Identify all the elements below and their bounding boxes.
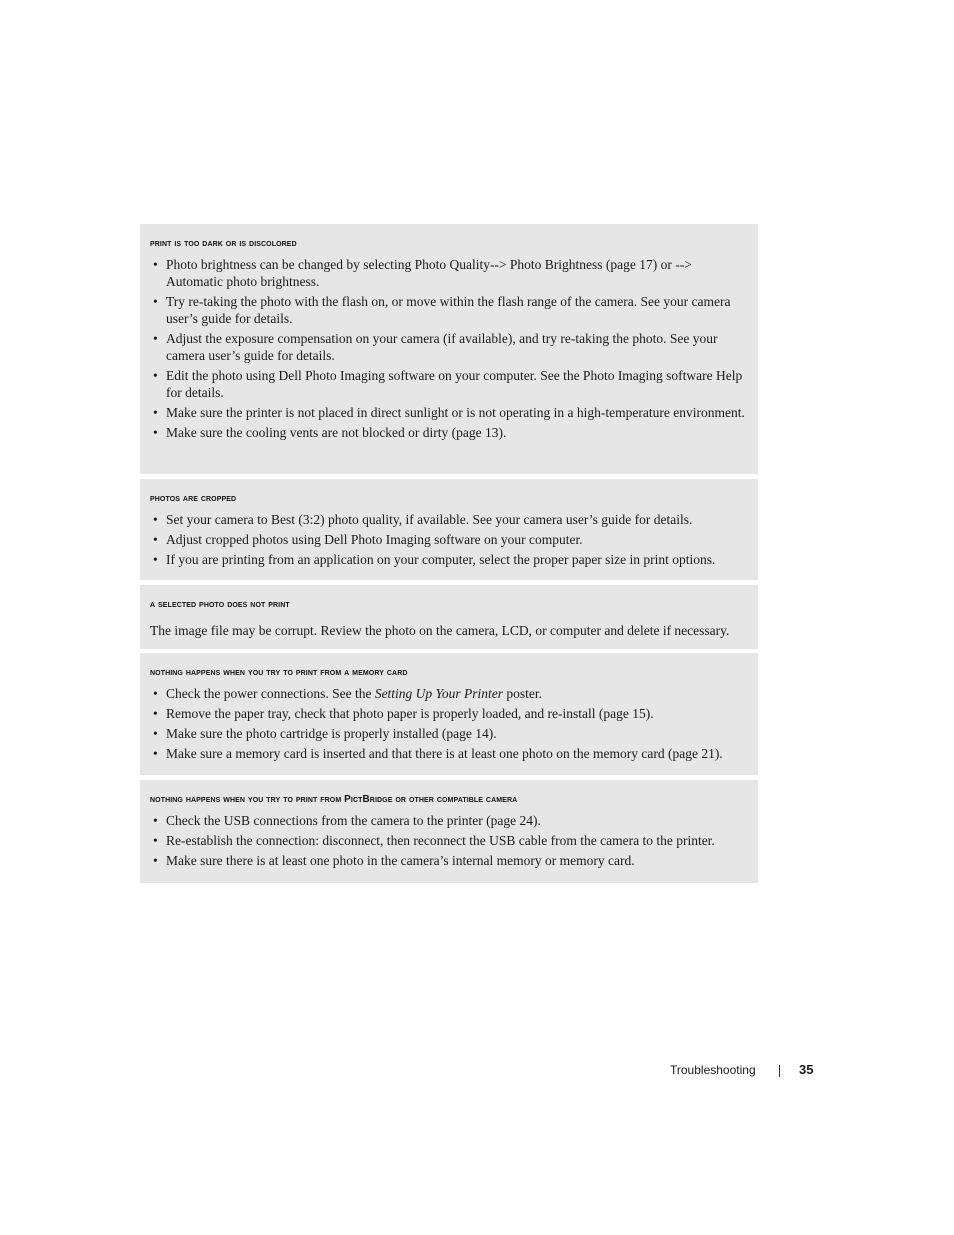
section-heading: nothing happens when you try to print from a memory card	[150, 667, 408, 678]
list-item: • Make sure there is at least one photo in the camera’s internal memory or memory card.	[150, 852, 748, 869]
list-item: • Check the USB connections from the camera to the printer (page 24).	[150, 812, 748, 829]
list-item: • Photo brightness can be changed by selecting Photo Quality--> Photo Brightness (page 17) or --> Automatic photo brightness.	[150, 256, 748, 290]
section-selected-photo	[140, 585, 758, 649]
footer-divider	[779, 1065, 780, 1077]
footer-section-name: Troubleshooting	[670, 1063, 756, 1077]
page-number: 35	[799, 1062, 814, 1077]
section-heading: a selected photo does not print	[150, 599, 290, 610]
heading-text: nothing happens when you try to print from	[150, 794, 345, 805]
list-item	[150, 685, 748, 702]
item-text: Check the power connections. See the	[166, 686, 375, 701]
section-memory-card	[140, 653, 758, 775]
list-item: • Adjust the exposure compensation on your camera (if available), and try re-taking the photo. See your camera user’s guide for details.	[150, 330, 748, 364]
poster-title: Setting Up Your Printer	[374, 686, 503, 701]
bullet-list	[150, 511, 748, 568]
list-item: • Make sure a memory card is inserted and that there is at least one photo on the memory card (page 21).	[150, 745, 748, 762]
heading-text: or other compatible camera	[392, 794, 518, 805]
section-paragraph: The image file may be corrupt. Review the photo on the camera, LCD, or computer and delete if necessary.	[150, 623, 730, 638]
list-item: • Make sure the cooling vents are not blocked or dirty (page 13).	[150, 424, 748, 441]
list-item: • Make sure the printer is not placed in direct sunlight or is not operating in a high-temperature environment.	[150, 404, 748, 421]
list-item: • Re-establish the connection: disconnect, then reconnect the USB cable from the camera to the printer.	[150, 832, 748, 849]
item-text: poster.	[502, 686, 542, 701]
section-photos-cropped	[140, 479, 758, 580]
heading-brand: PictBridge	[344, 794, 393, 805]
list-item: • Edit the photo using Dell Photo Imaging software on your computer. See the Photo Imaging software Help for details.	[150, 367, 748, 401]
list-item: • Make sure the photo cartridge is properly installed (page 14).	[150, 725, 748, 742]
list-item: • Adjust cropped photos using Dell Photo Imaging software on your computer.	[150, 531, 748, 548]
list-item: • Try re-taking the photo with the flash on, or move within the flash range of the camera. See your camera user’s guide for details.	[150, 293, 748, 327]
bullet-list	[150, 685, 748, 762]
page-footer	[660, 1061, 820, 1081]
list-item: • Set your camera to Best (3:2) photo quality, if available. See your camera user’s guide for details.	[150, 511, 748, 528]
list-item: • If you are printing from an application on your computer, select the proper paper size in print options.	[150, 551, 748, 568]
section-heading: print is too dark or is discolored	[150, 238, 297, 249]
bullet-list	[150, 812, 748, 869]
section-heading	[150, 793, 748, 807]
section-heading: photos are cropped	[150, 493, 237, 504]
bullet-list	[150, 256, 748, 441]
section-pictbridge	[140, 780, 758, 883]
section-print-too-dark	[140, 224, 758, 474]
list-item: • Remove the paper tray, check that photo paper is properly loaded, and re-install (page 15).	[150, 705, 748, 722]
